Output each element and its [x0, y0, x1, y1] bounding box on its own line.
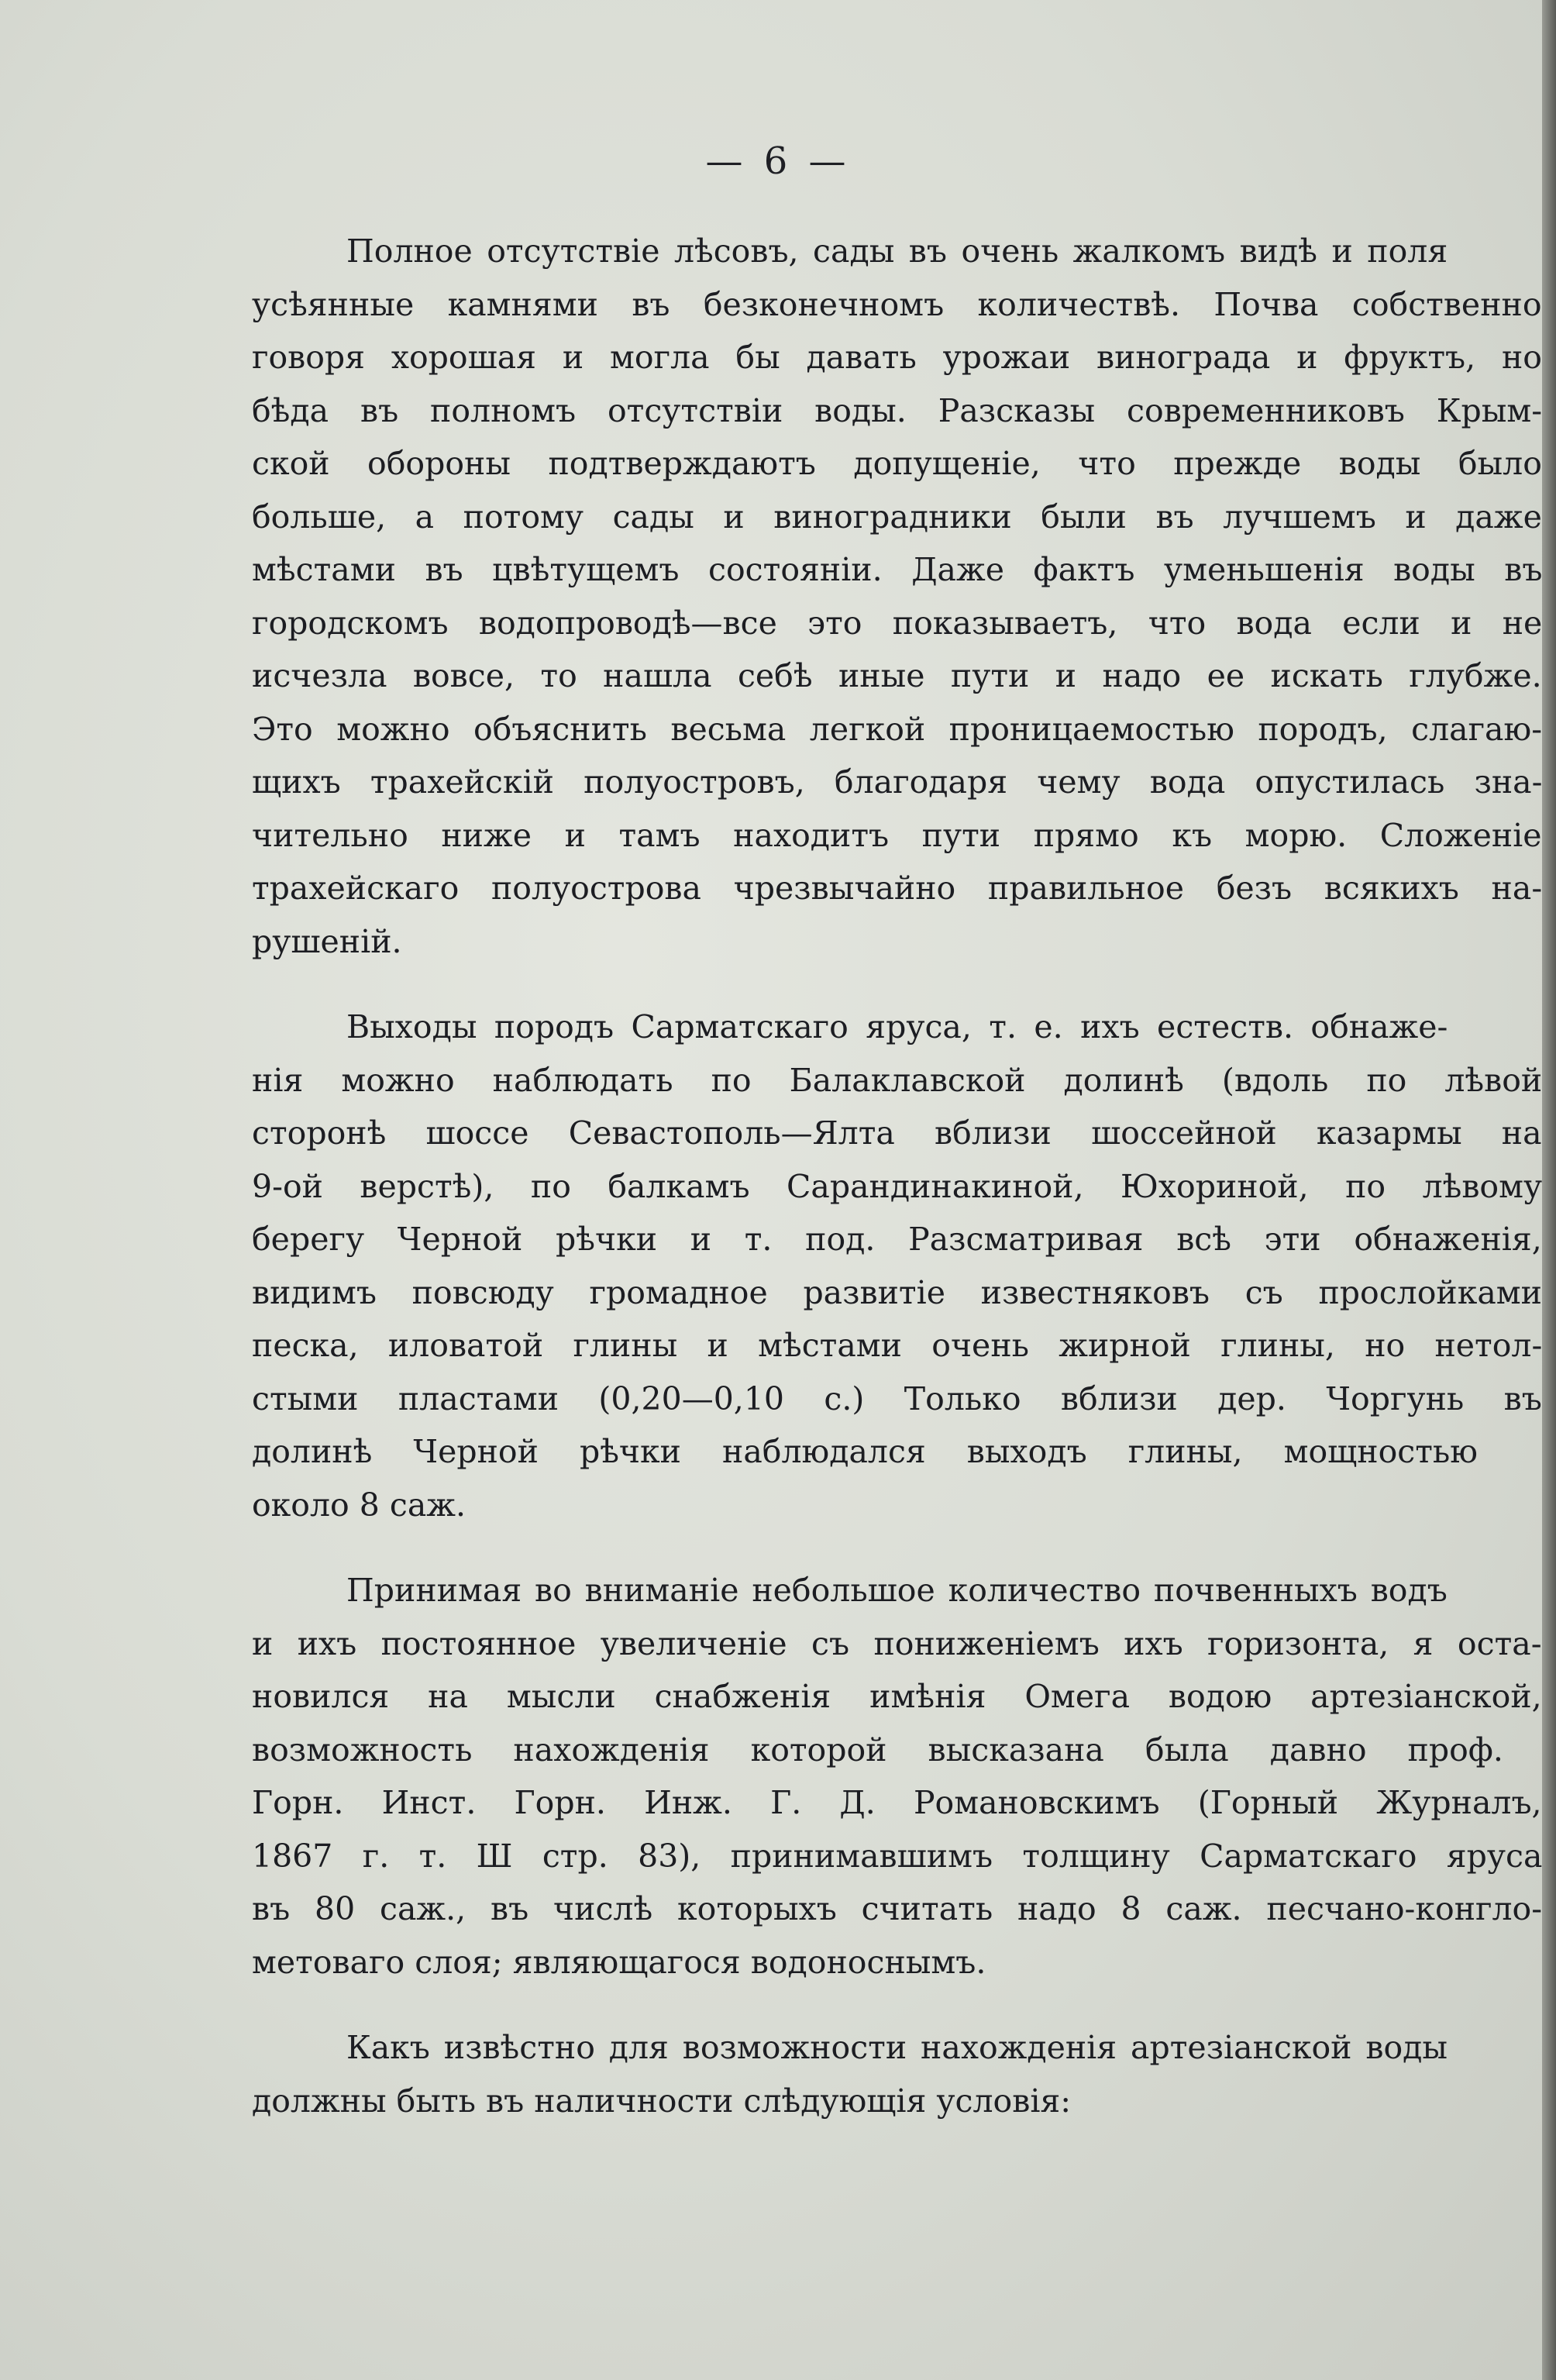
paragraph-3 — [252, 1564, 1542, 1989]
text-line: Это можно объяснить весьма легкой проницаемостью породъ, слагаю- — [252, 710, 1543, 748]
body-text — [252, 225, 1542, 2127]
text-line: видимъ повсюду громадное развитiе известняковъ съ прослойками — [252, 1273, 1543, 1311]
text-line: песка, иловатой глины и мѣстами очень жирной глины, но нетол- — [252, 1327, 1543, 1364]
paragraph-1 — [252, 225, 1542, 968]
text-line: метоваго слоя; являющагося водоноснымъ. — [252, 1943, 986, 1981]
text-line: берегу Черной рѣчки и т. под. Разсматривая всѣ эти обнаженiя, — [252, 1221, 1542, 1258]
text-line: чительно ниже и тамъ находитъ пути прямо къ морю. Сложенiе — [252, 816, 1542, 854]
text-line: 1867 г. т. Ш стр. 83), принимавшимъ толщину Сарматскаго яруса — [252, 1837, 1543, 1875]
text-line: стыми пластами (0,20—0,10 с.) Только вблизи дер. Чоргунь въ — [252, 1379, 1542, 1417]
text-line: нiя можно наблюдать по Балаклавской долинѣ (вдоль по лѣвой — [252, 1061, 1543, 1099]
text-line: 9-ой верстѣ), по балкамъ Сарандинакиной, Юхориной, по лѣвому — [252, 1167, 1543, 1205]
text-line: говоря хорошая и могла бы давать урожаи винограда и фруктъ, но — [252, 339, 1542, 376]
paragraph-2 — [252, 1001, 1542, 1531]
text-line: щихъ трахейскiй полуостровъ, благодаря чему вода опустилась зна- — [252, 763, 1543, 801]
text-line: ской обороны подтверждаютъ допущенiе, что прежде воды было — [252, 445, 1542, 482]
text-line: Какъ извѣстно для возможности нахожденiя артезiанской воды — [346, 2029, 1448, 2066]
text-line: должны быть въ наличности слѣдующiя условiя: — [252, 2082, 1072, 2120]
text-line: возможность нахожденiя которой высказана была давно проф. — [252, 1731, 1503, 1769]
text-line: Выходы породъ Сарматскаго яруса, т. е. ихъ естеств. обнаже- — [346, 1008, 1448, 1045]
text-line: бѣда въ полномъ отсутствiи воды. Разсказы современниковъ Крым- — [252, 391, 1543, 429]
text-line: новился на мысли снабженiя имѣнiя Омега водою артезiанской, — [252, 1678, 1542, 1715]
text-line: Принимая во вниманiе небольшое количество почвенныхъ водъ — [346, 1572, 1448, 1609]
text-line: больше, а потому сады и виноградники были въ лучшемъ и даже — [252, 498, 1542, 536]
text-line: сторонѣ шоссе Севастополь—Ялта вблизи шоссейной казармы на — [252, 1114, 1542, 1152]
text-line: мѣстами въ цвѣтущемъ состоянiи. Даже фактъ уменьшенiя воды въ — [252, 551, 1543, 588]
text-line: долинѣ Черной рѣчки наблюдался выходъ глины, мощностью — [252, 1433, 1478, 1470]
text-line: Горн. Инст. Горн. Инж. Г. Д. Романовскимъ (Горный Журналъ, — [252, 1784, 1542, 1821]
text-line: рушенiй. — [252, 922, 402, 960]
paragraph-4 — [252, 2021, 1542, 2127]
text-line: трахейскаго полуострова чрезвычайно правильное безъ всякихъ на- — [252, 870, 1543, 907]
text-line: въ 80 саж., въ числѣ которыхъ считать надо 8 саж. песчано-конгло- — [252, 1890, 1543, 1927]
text-line: городскомъ водопроводѣ—все это показываетъ, что вода если и не — [252, 604, 1543, 642]
page-number: — 6 — — [705, 139, 851, 183]
text-line: усѣянные камнями въ безконечномъ количествѣ. Почва собственно — [252, 285, 1542, 323]
text-line: и ихъ постоянное увеличенiе съ пониженiемъ ихъ горизонта, я оста- — [252, 1624, 1542, 1662]
text-line: исчезла вовсе, то нашла себѣ иные пути и надо ее искать глубже. — [252, 657, 1542, 694]
text-line: около 8 саж. — [252, 1486, 466, 1524]
text-line: Полное отсутствiе лѣсовъ, сады въ очень жалкомъ видѣ и поля — [346, 232, 1448, 270]
scan-edge-shadow — [1542, 0, 1556, 2380]
